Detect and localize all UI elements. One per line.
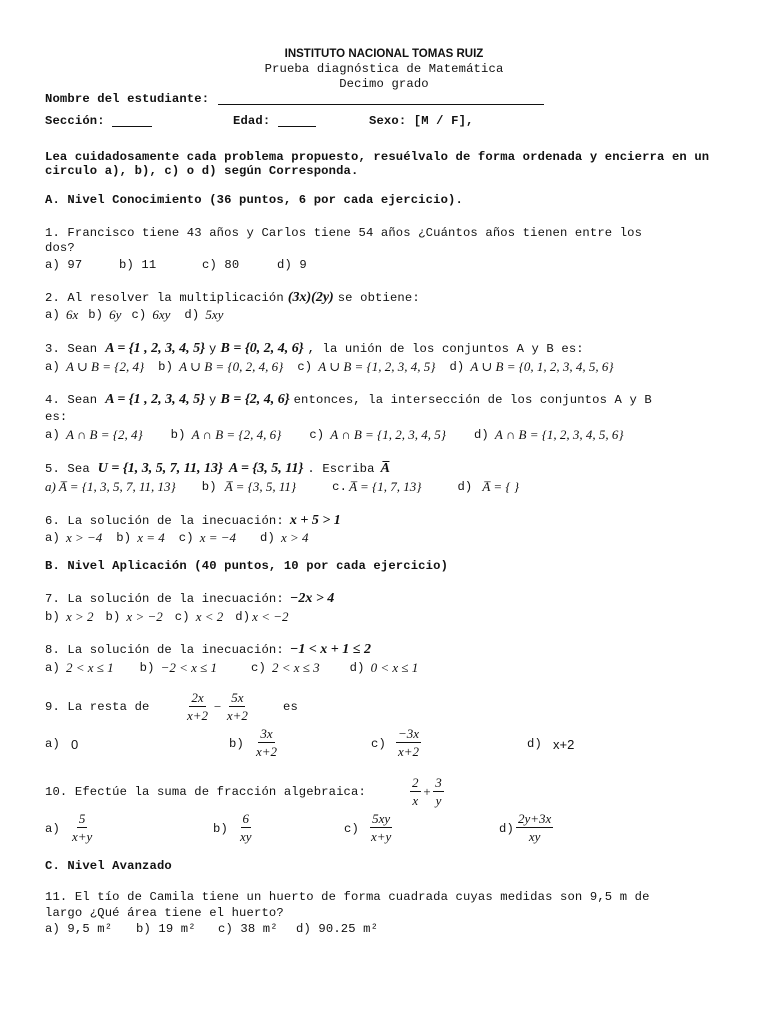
q4-suffix: entonces, la intersección de los conjuntos A y B xyxy=(293,393,652,407)
q3-option-d-label[interactable]: d) xyxy=(449,360,465,374)
instructions-line-2: circulo a), b), c) o d) según Corresponda. xyxy=(45,164,359,178)
q10-option-c-label[interactable]: c) xyxy=(344,822,359,836)
q10-option-d-fraction xyxy=(516,811,553,844)
q6-option-b-label[interactable]: b) xyxy=(116,531,132,545)
q9-frac2-numerator: 5x xyxy=(231,690,244,705)
q4-options xyxy=(45,427,624,443)
q9-c-denominator: x+2 xyxy=(398,744,420,759)
student-name-line[interactable] xyxy=(218,93,544,105)
q10-option-d-label[interactable]: d) xyxy=(499,822,514,836)
q8-expression: −1 < x + 1 ≤ 2 xyxy=(289,642,371,657)
q5-question xyxy=(45,461,390,477)
q2-question xyxy=(45,290,420,306)
q8-option-d-value[interactable]: 0 < x ≤ 1 xyxy=(370,660,419,675)
q4-option-b-value[interactable]: A ∩ B = {2, 4, 6} xyxy=(191,427,282,442)
q1-option-b[interactable]: b) 11 xyxy=(119,258,157,272)
q4-option-c-value[interactable]: A ∩ B = {1, 2, 3, 4, 5} xyxy=(330,427,446,442)
q8-options xyxy=(45,660,418,676)
q10-option-c-fraction xyxy=(369,811,393,844)
q6-question xyxy=(45,513,341,529)
q3-option-b-label[interactable]: b) xyxy=(158,360,174,374)
q9-frac1-numerator: 2x xyxy=(191,690,204,705)
q8-option-b-label[interactable]: b) xyxy=(139,661,155,675)
q10-b-numerator: 6 xyxy=(242,811,250,826)
q9-option-d-label[interactable]: d) xyxy=(527,737,542,751)
q2-options xyxy=(45,307,223,323)
q2-option-a-label[interactable]: a) xyxy=(45,308,60,322)
q7-question xyxy=(45,591,334,607)
q5-complement: A̅ xyxy=(380,461,390,476)
q10-plus: + xyxy=(422,783,432,799)
q6-options xyxy=(45,530,309,546)
q10-c-denominator: x+y xyxy=(371,829,392,844)
q11-option-a[interactable]: a) 9,5 m² xyxy=(45,922,113,936)
q10-a-denominator: x+y xyxy=(72,829,93,844)
q6-option-b-value[interactable]: x = 4 xyxy=(137,530,165,545)
q8-option-b-value[interactable]: −2 < x ≤ 1 xyxy=(160,660,218,675)
q10-option-b-value[interactable] xyxy=(238,811,254,844)
section-b-heading: B. Nivel Aplicación (40 puntos, 10 por cada ejercicio) xyxy=(45,559,449,573)
q3-y: y xyxy=(209,342,217,356)
q9-prefix: 9. La resta de xyxy=(45,700,150,714)
q10-expression xyxy=(410,775,444,808)
q8-option-c-label[interactable]: c) xyxy=(251,661,266,675)
section-label: Sección: xyxy=(45,114,105,128)
q4-option-c-label[interactable]: c) xyxy=(309,428,325,442)
q8-question xyxy=(45,642,371,658)
q10-option-a-label[interactable]: a) xyxy=(45,822,60,836)
q5-set-a: A = {3, 5, 11} xyxy=(228,461,304,476)
q6-option-d-label[interactable]: d) xyxy=(260,531,275,545)
q11-text-line-2: largo ¿Qué área tiene el huerto? xyxy=(45,906,284,920)
q10-f1-numerator: 2 xyxy=(412,775,419,790)
q9-option-b-fraction xyxy=(254,726,279,759)
q5-option-d-label[interactable]: d) xyxy=(457,480,473,494)
q6-expression: x + 5 > 1 xyxy=(289,513,341,528)
q3-set-a: A = {1 , 2, 3, 4, 5} xyxy=(105,341,206,356)
q8-option-a-value[interactable]: 2 < x ≤ 1 xyxy=(65,660,114,675)
test-title: Prueba diagnóstica de Matemática xyxy=(264,62,504,76)
q7-options xyxy=(45,609,289,625)
q5-set-u: U = {1, 3, 5, 7, 11, 13} xyxy=(97,461,223,476)
q9-frac1-denominator: x+2 xyxy=(187,708,209,723)
q2-option-c-value[interactable]: 6xy xyxy=(152,307,171,322)
q8-prefix: 8. La solución de la inecuación: xyxy=(45,643,284,657)
section-line[interactable] xyxy=(112,115,152,127)
q5-option-d-value[interactable]: A̅ = { } xyxy=(482,479,520,494)
q10-d-denominator: xy xyxy=(528,829,541,844)
q10-f1-denominator: x xyxy=(412,793,419,808)
q9-option-a-label[interactable]: a) xyxy=(45,737,60,751)
q10-f2-denominator: y xyxy=(435,793,442,808)
q7-option-a-value[interactable]: x > 2 xyxy=(65,609,94,624)
q4-option-a-label[interactable]: a) xyxy=(45,428,60,442)
q4-question xyxy=(45,392,652,408)
q5-suffix: . Escriba xyxy=(307,462,375,476)
q9-fraction-1 xyxy=(185,690,210,723)
q4-option-d-label[interactable]: d) xyxy=(473,428,489,442)
q4-option-b-label[interactable]: b) xyxy=(170,428,186,442)
q7-expression: −2x > 4 xyxy=(289,591,335,606)
q2-option-a-value[interactable]: 6x xyxy=(65,307,79,322)
q9-c-numerator: −3x xyxy=(398,726,420,741)
q3-option-c-value[interactable]: A ∪ B = {1, 2, 3, 4, 5} xyxy=(318,359,436,374)
q11-option-b[interactable]: b) 19 m² xyxy=(136,922,196,936)
q1-text-line-2: dos? xyxy=(45,241,75,255)
q5-option-a[interactable]: a) A̅ = {1, 3, 5, 7, 11, 13} xyxy=(45,479,176,494)
q5-option-b-value[interactable]: A̅ = {3, 5, 11} xyxy=(224,479,297,494)
q1-option-d[interactable]: d) 9 xyxy=(277,258,307,272)
q4-prefix: 4. Sean xyxy=(45,393,98,407)
q9-option-a-value[interactable]: 0 xyxy=(71,737,79,752)
q5-option-c-label[interactable]: c. xyxy=(332,480,348,494)
q9-option-d-value[interactable]: x+2 xyxy=(553,737,575,752)
q9-b-numerator: 3x xyxy=(260,726,273,741)
q10-option-a-value[interactable] xyxy=(70,811,94,844)
q5-options xyxy=(45,479,519,495)
q9-option-c-label[interactable]: c) xyxy=(371,737,386,751)
q6-option-c-value[interactable]: x = −4 xyxy=(199,530,237,545)
q3-option-b-value[interactable]: A ∪ B = {0, 2, 4, 6} xyxy=(179,359,284,374)
q11-option-d[interactable]: d) 90.25 m² xyxy=(296,922,379,936)
q10-option-b-fraction xyxy=(238,811,254,844)
q6-option-c-label[interactable]: c) xyxy=(178,531,194,545)
q2-prefix: 2. Al resolver la multiplicación xyxy=(45,291,284,305)
q9-option-b-label[interactable]: b) xyxy=(229,737,244,751)
student-name-label: Nombre del estudiante: xyxy=(45,92,210,106)
q9-option-b-value[interactable] xyxy=(254,726,279,759)
q2-expression: (3x)(2y) xyxy=(287,290,334,305)
q9-fraction-2 xyxy=(225,690,250,723)
q5-option-c-value[interactable]: A̅ = {1, 7, 13} xyxy=(349,479,422,494)
q4-set-a: A = {1 , 2, 3, 4, 5} xyxy=(105,392,206,407)
q4-text-line-2: es: xyxy=(45,410,68,424)
q4-y: y xyxy=(209,393,217,407)
q2-option-c-label[interactable]: c) xyxy=(131,308,147,322)
q2-option-b-label[interactable]: b) xyxy=(88,308,104,322)
q8-option-d-label[interactable]: d) xyxy=(349,661,365,675)
q3-option-a-value[interactable]: A ∪ B = {2, 4} xyxy=(65,359,145,374)
q9-suffix: es xyxy=(283,700,298,714)
q6-option-a-value[interactable]: x > −4 xyxy=(65,530,103,545)
q10-f2-numerator: 3 xyxy=(435,775,442,790)
q10-prefix: 10. Efectúe la suma de fracción algebraica: xyxy=(45,785,366,799)
q3-option-d-value[interactable]: A ∪ B = {0, 1, 2, 3, 4, 5, 6} xyxy=(470,359,614,374)
q7-option-c-value[interactable]: x < 2 xyxy=(195,609,224,624)
q6-option-d-value[interactable]: x > 4 xyxy=(280,530,309,545)
q11-text-line-1: 11. El tío de Camila tiene un huerto de forma cuadrada cuyas medidas son 9,5 m de xyxy=(45,890,650,904)
q3-question xyxy=(45,341,584,357)
age-line[interactable] xyxy=(278,115,316,127)
q2-suffix: se obtiene: xyxy=(337,291,420,305)
q4-option-a-value[interactable]: A ∩ B = {2, 4} xyxy=(65,427,143,442)
age-label: Edad: xyxy=(233,114,271,128)
q7-option-d-value[interactable]: x < −2 xyxy=(252,609,289,624)
q5-option-b-label[interactable]: b) xyxy=(201,480,217,494)
sex-label: Sexo: [M / F], xyxy=(369,114,474,128)
q9-option-c-fraction xyxy=(396,726,421,759)
q2-option-d-label[interactable]: d) xyxy=(184,308,200,322)
institution-name: INSTITUTO NACIONAL TOMAS RUIZ xyxy=(284,48,484,60)
q10-option-d-value[interactable] xyxy=(516,811,553,844)
q10-fraction-1 xyxy=(410,775,421,808)
q9-minus: − xyxy=(213,698,222,714)
q3-option-c-label[interactable]: c) xyxy=(297,360,313,374)
q1-option-a[interactable]: a) 97 xyxy=(45,258,83,272)
q2-option-b-value[interactable]: 6y xyxy=(109,307,122,322)
q9-b-denominator: x+2 xyxy=(256,744,278,759)
instructions-line-1: Lea cuidadosamente cada problema propuesto, resuélvalo de forma ordenada y encierra en un xyxy=(45,150,710,164)
q1-option-c[interactable]: c) 80 xyxy=(202,258,240,272)
q10-option-a-fraction xyxy=(70,811,94,844)
q2-option-d-value[interactable]: 5xy xyxy=(205,307,224,322)
section-c-heading: C. Nivel Avanzado xyxy=(45,859,172,873)
q10-a-numerator: 5 xyxy=(78,811,86,826)
q4-set-b: B = {2, 4, 6} xyxy=(220,392,290,407)
q7-prefix: 7. La solución de la inecuación: xyxy=(45,592,284,606)
q7-option-b-label[interactable]: b) xyxy=(105,610,121,624)
q3-prefix: 3. Sean xyxy=(45,342,98,356)
q9-option-c-value[interactable] xyxy=(396,726,421,759)
q4-option-d-value[interactable]: A ∩ B = {1, 2, 3, 4, 5, 6} xyxy=(494,427,624,442)
q7-option-c-label[interactable]: c) xyxy=(174,610,190,624)
q1-text-line-1: 1. Francisco tiene 43 años y Carlos tiene 54 años ¿Cuántos años tienen entre los xyxy=(45,226,643,240)
q11-option-c[interactable]: c) 38 m² xyxy=(218,922,278,936)
q10-d-numerator: 2y+3x xyxy=(518,811,552,826)
q3-set-b: B = {0, 2, 4, 6} xyxy=(220,341,304,356)
q10-option-c-value[interactable] xyxy=(369,811,393,844)
q8-option-c-value[interactable]: 2 < x ≤ 3 xyxy=(271,660,320,675)
q7-option-b-value[interactable]: x > −2 xyxy=(126,609,163,624)
q10-c-numerator: 5xy xyxy=(372,811,391,826)
q3-option-a-label[interactable]: a) xyxy=(45,360,60,374)
grade-label: Decimo grado xyxy=(339,77,429,91)
q10-fraction-2 xyxy=(433,775,444,808)
q9-frac2-denominator: x+2 xyxy=(226,708,248,723)
q6-prefix: 6. La solución de la inecuación: xyxy=(45,514,284,528)
q10-b-denominator: xy xyxy=(240,829,252,844)
q8-option-a-label[interactable]: a) xyxy=(45,661,60,675)
q9-expression xyxy=(185,690,250,723)
q3-suffix: , la unión de los conjuntos A y B es: xyxy=(307,342,584,356)
q10-option-b-label[interactable]: b) xyxy=(213,822,228,836)
q3-options xyxy=(45,359,614,375)
q5-prefix: 5. Sea xyxy=(45,462,90,476)
q7-option-d-label[interactable]: d) xyxy=(235,610,251,624)
q6-option-a-label[interactable]: a) xyxy=(45,531,60,545)
section-a-heading: A. Nivel Conocimiento (36 puntos, 6 por cada ejercicio). xyxy=(45,193,463,207)
q7-option-a-label[interactable]: b) xyxy=(45,610,60,624)
